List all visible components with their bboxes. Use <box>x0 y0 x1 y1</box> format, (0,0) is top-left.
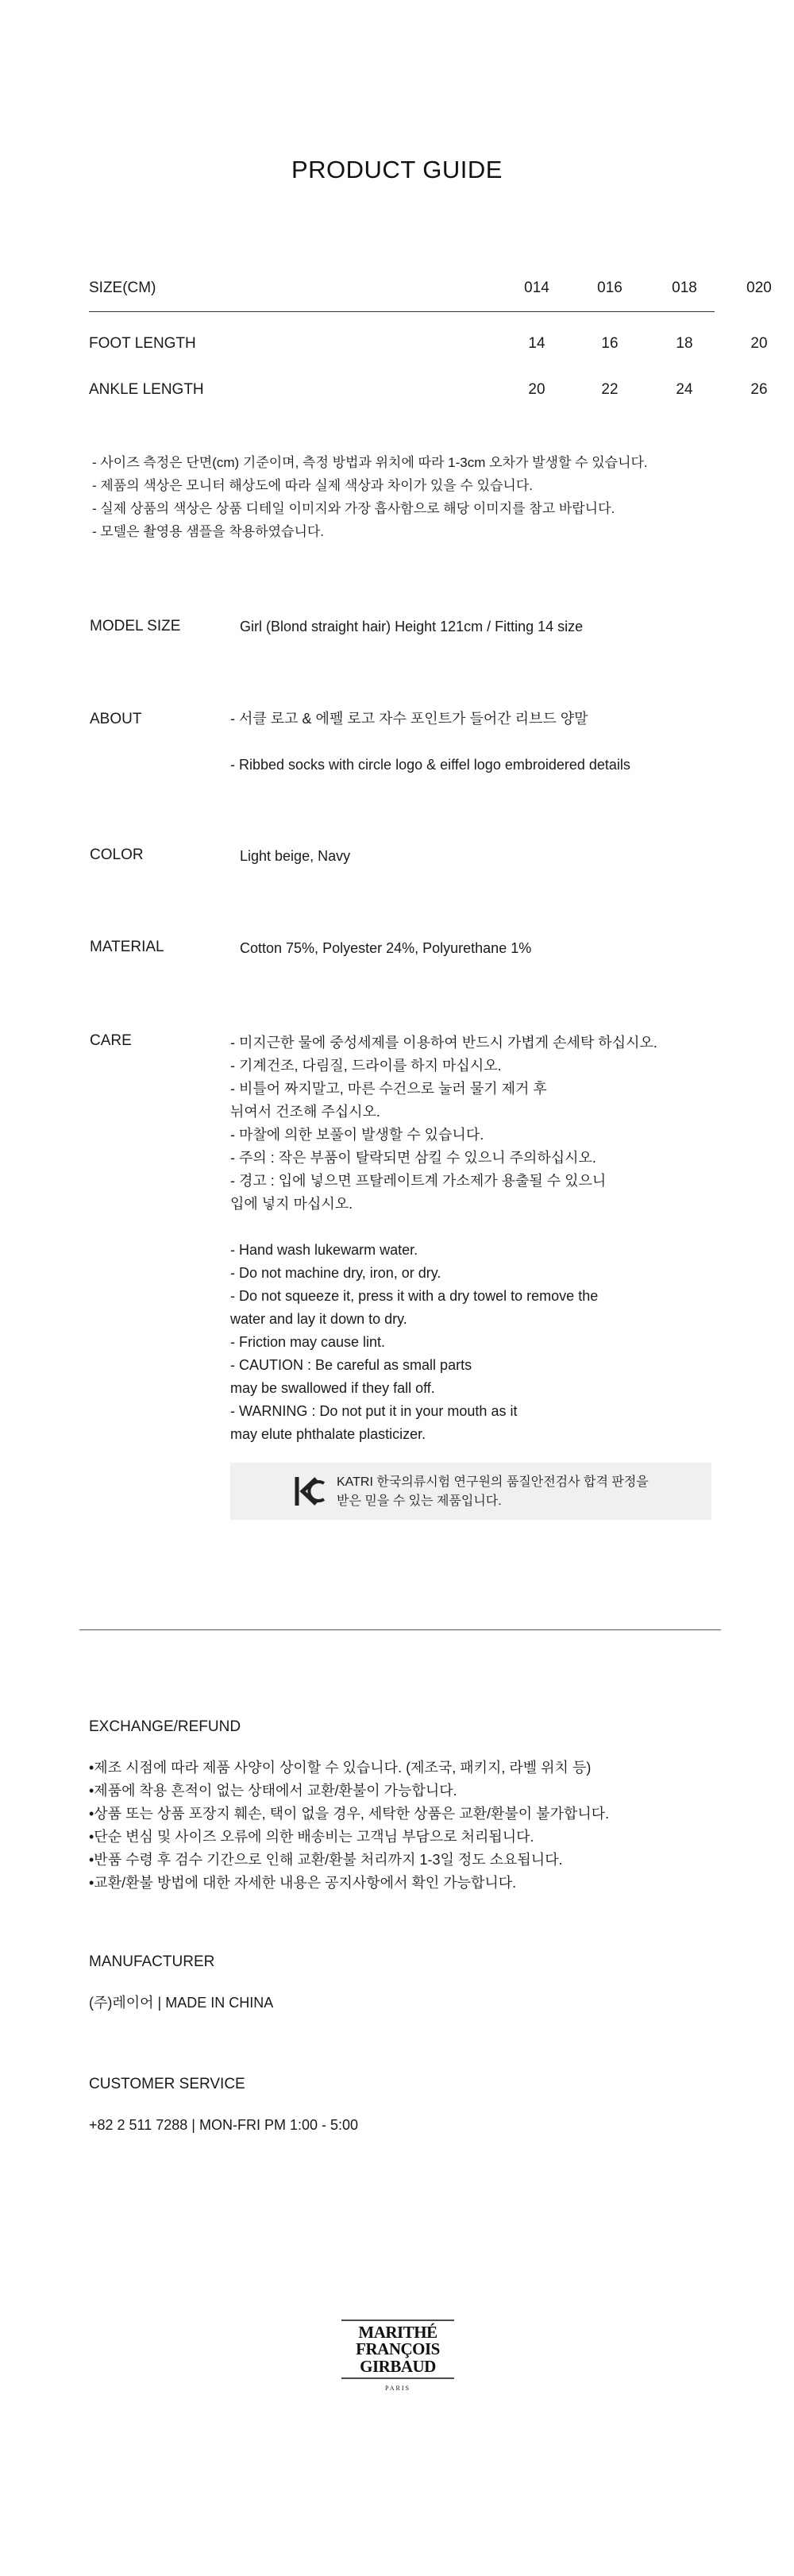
svg-text:PARIS: PARIS <box>385 2385 410 2392</box>
care-line-ko: - 주의 : 작은 부품이 탈락되면 삼킬 수 있으니 주의하십시오. <box>230 1150 596 1166</box>
material-value: Cotton 75%, Polyester 24%, Polyurethane 1% <box>240 940 532 956</box>
svg-text:MARITHÉ: MARITHÉ <box>358 2323 437 2342</box>
care-line-ko: - 비틀어 짜지말고, 마른 수건으로 눌러 물기 제거 후 <box>230 1081 547 1097</box>
care-instructions <box>230 1032 723 1446</box>
table-cell: 18 <box>676 335 693 352</box>
care-line-ko: 뉘여서 건조해 주십시오. <box>230 1104 380 1120</box>
care-line-ko: - 경고 : 입에 넣으면 프탈레이트계 가소제가 용출될 수 있으니 <box>230 1173 607 1189</box>
table-cell: 20 <box>750 335 768 352</box>
model-size-value: Girl (Blond straight hair) Height 121cm / Fitting 14 size <box>240 619 584 634</box>
row-label: ANKLE LENGTH <box>89 381 204 398</box>
table-cell: 14 <box>528 335 545 352</box>
care-line-ko: 입에 넣지 마십시오. <box>230 1196 353 1212</box>
exchange-title: EXCHANGE/REFUND <box>89 1718 241 1735</box>
note-line: - 제품의 색상은 모니터 해상도에 따라 실제 색상과 차이가 있을 수 있습니다. <box>92 478 533 493</box>
note-line: - 사이즈 측정은 단면(cm) 기준이며, 측정 방법과 위치에 따라 1-3cm 오차가 발생할 수 있습니다. <box>92 455 648 470</box>
care-spacer <box>230 1216 723 1239</box>
svg-text:FRANÇOIS: FRANÇOIS <box>356 2339 440 2358</box>
note-line: - 실제 상품의 색상은 상품 디테일 이미지와 가장 흡사함으로 해당 이미지를 참고 바랍니다. <box>92 501 615 516</box>
table-cell: 26 <box>750 381 768 398</box>
care-line-ko: - 마찰에 의한 보풀이 발생할 수 있습니다. <box>230 1127 484 1143</box>
color-label: COLOR <box>90 846 144 863</box>
exchange-list <box>89 1757 609 1895</box>
care-line-en: - Friction may cause lint. <box>230 1334 386 1350</box>
manufacturer-value: (주)레이어 | MADE IN CHINA <box>89 1995 274 2011</box>
table-row <box>89 381 768 405</box>
section-divider <box>79 1629 721 1630</box>
table-divider <box>89 311 715 312</box>
material-label: MATERIAL <box>90 939 164 955</box>
exchange-line: •상품 또는 상품 포장지 훼손, 택이 없을 경우, 세탁한 상품은 교환/환불이 불가합니다. <box>89 1806 610 1822</box>
size-notes <box>92 451 727 543</box>
brand-logo <box>340 2319 456 2395</box>
color-value: Light beige, Navy <box>240 848 351 864</box>
size-col-016: 016 <box>597 280 622 296</box>
page-title: PRODUCT GUIDE <box>291 156 503 183</box>
table-cell: 20 <box>528 381 545 398</box>
customer-service-title: CUSTOMER SERVICE <box>89 2076 245 2092</box>
care-line-ko: - 미지근한 물에 중성세제를 이용하여 반드시 가볍게 손세탁 하십시오. <box>230 1035 657 1051</box>
table-cell: 24 <box>676 381 693 398</box>
table-cell: 16 <box>601 335 619 352</box>
care-line-en: - Do not machine dry, iron, or dry. <box>230 1265 441 1281</box>
svg-text:GIRBAUD: GIRBAUD <box>360 2357 436 2376</box>
manufacturer-title: MANUFACTURER <box>89 1953 215 1970</box>
about-line-ko: - 서클 로고 & 에펠 로고 자수 포인트가 들어간 리브드 양말 <box>230 711 588 727</box>
kc-text-line: KATRI 한국의류시험 연구원의 품질안전검사 합격 판정을 <box>337 1475 649 1489</box>
model-size-label: MODEL SIZE <box>90 618 181 634</box>
row-label: FOOT LENGTH <box>89 335 196 352</box>
size-col-014: 014 <box>524 280 549 296</box>
kc-certification-box <box>230 1463 711 1520</box>
kc-certification-text <box>337 1473 649 1511</box>
size-col-018: 018 <box>672 280 697 296</box>
size-col-020: 020 <box>746 280 772 296</box>
care-line-en: - Hand wash lukewarm water. <box>230 1242 418 1258</box>
care-line-en: - Do not squeeze it, press it with a dry towel to remove the <box>230 1288 599 1304</box>
exchange-line: •제품에 착용 흔적이 없는 상태에서 교환/환불이 가능합니다. <box>89 1783 457 1799</box>
about-label: ABOUT <box>90 711 142 727</box>
care-line-en: - WARNING : Do not put it in your mouth as it <box>230 1403 518 1419</box>
care-label: CARE <box>90 1032 132 1049</box>
exchange-line: •반품 수령 후 검수 기간으로 인해 교환/환불 처리까지 1-3일 정도 소요됩니다. <box>89 1852 563 1868</box>
exchange-line: •제조 시점에 따라 제품 사양이 상이할 수 있습니다. (제조국, 패키지, 라벨 위치 등) <box>89 1760 592 1776</box>
care-line-en: water and lay it down to dry. <box>230 1311 407 1327</box>
exchange-line: •교환/환불 방법에 대한 자세한 내용은 공지사항에서 확인 가능합니다. <box>89 1875 517 1891</box>
care-line-en: may be swallowed if they fall off. <box>230 1380 435 1396</box>
table-row <box>89 335 768 359</box>
note-line: - 모델은 촬영용 샘플을 착용하였습니다. <box>92 524 325 539</box>
customer-service-value: +82 2 511 7288 | MON-FRI PM 1:00 - 5:00 <box>89 2117 359 2133</box>
care-line-en: may elute phthalate plasticizer. <box>230 1426 426 1442</box>
exchange-line: •단순 변심 및 사이즈 오류에 의한 배송비는 고객님 부담으로 처리됩니다. <box>89 1829 534 1845</box>
kc-certification-icon <box>292 1474 327 1509</box>
table-cell: 22 <box>601 381 619 398</box>
size-header-label: SIZE(CM) <box>89 280 156 296</box>
care-line-en: - CAUTION : Be careful as small parts <box>230 1357 472 1373</box>
size-table-header <box>89 280 772 303</box>
kc-text-line: 받은 믿을 수 있는 제품입니다. <box>337 1494 502 1508</box>
about-line-en: - Ribbed socks with circle logo & eiffel logo embroidered details <box>230 757 630 773</box>
care-line-ko: - 기계건조, 다림질, 드라이를 하지 마십시오. <box>230 1058 502 1074</box>
